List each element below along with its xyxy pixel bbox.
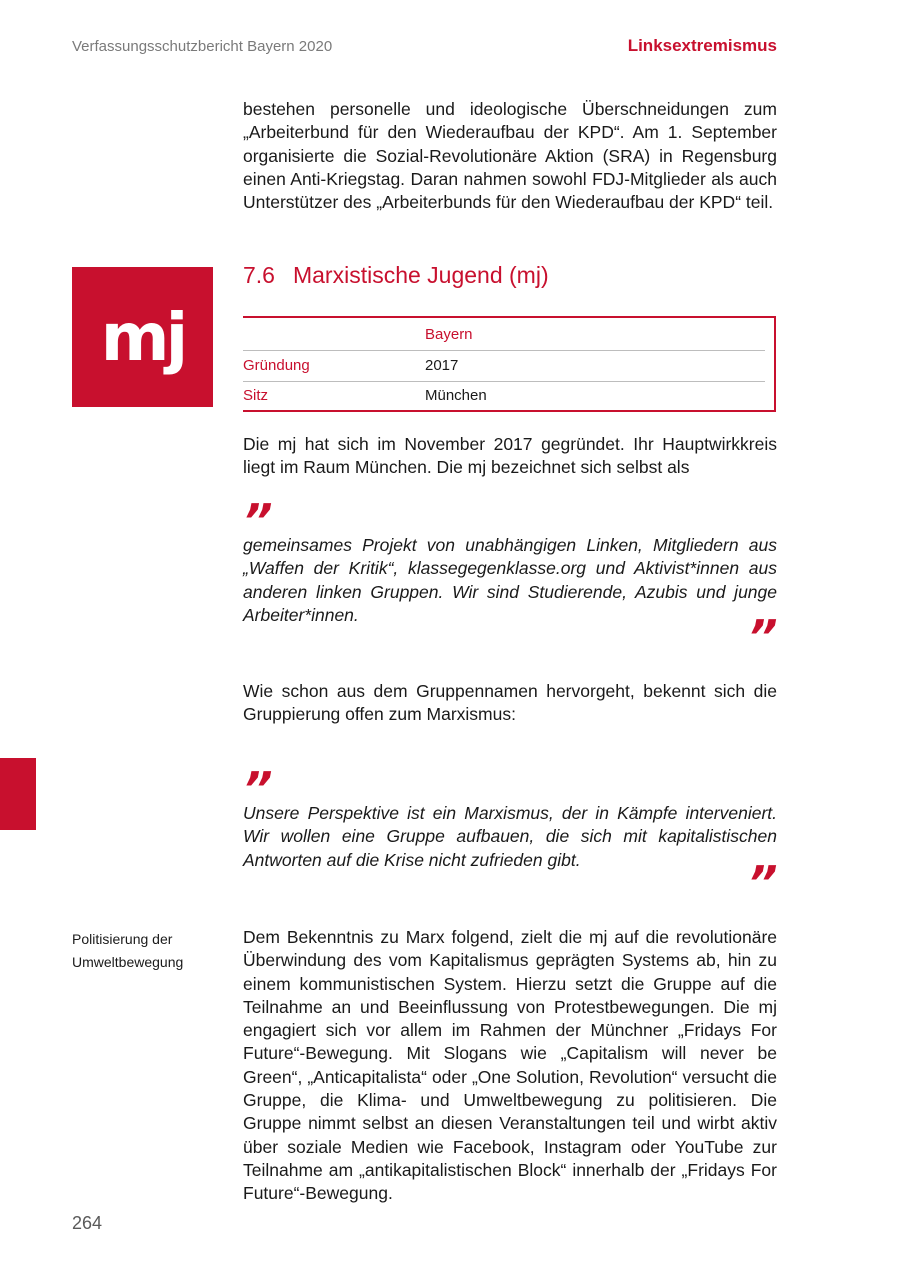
- quote-perspective: Unsere Perspektive ist ein Marxismus, der in Kämpfe interveniert. Wir wollen eine Gruppe aufbauen, die sich mit kapitalistischen Antworten auf die Krise nicht zufrieden gibt.: [243, 803, 777, 870]
- section-heading: [243, 262, 549, 289]
- chapter-thumb-tab: [0, 758, 36, 830]
- fact-box-row-seat: [243, 381, 765, 411]
- section-title: Marxistische Jugend (mj): [292, 262, 549, 288]
- intro-paragraph: bestehen personelle und ideologische Überschneidungen zum „Arbeiterbund für den Wiederaufbau der KPD“. Am 1. September organisierte die Sozial-Revolutionäre Aktion (SRA) in Regensburg einen Anti-Kriegstag. Daran nahmen sowohl FDJ-Mitglieder als auch Unterstützer des „Arbeiterbunds für den Wiederaufbau der KPD“ teil.: [243, 99, 777, 213]
- fact-box-row-founding: [243, 351, 765, 382]
- mj-logo: [72, 267, 213, 407]
- fact-box: [243, 316, 776, 412]
- quote-open-icon: ”: [243, 762, 269, 816]
- quote-self-description: gemeinsames Projekt von unabhängigen Linken, Mitgliedern aus „Waffen der Kritik“, klassegegenklasse.org und Aktivist*innen aus anderen linken Gruppen. Wir sind Studierende, Azubis und junge Arbeiter*innen.: [243, 535, 777, 625]
- fact-box-label: Gründung: [243, 357, 310, 374]
- page-number: 264: [72, 1213, 103, 1233]
- paragraph-marxism: Wie schon aus dem Gruppennamen hervorgeht, bekennt sich die Gruppierung offen zum Marxismus:: [243, 681, 777, 725]
- running-header-section: Linksextremismus: [627, 36, 777, 55]
- fact-box-value: München: [425, 387, 487, 404]
- fact-box-column-header: Bayern: [425, 326, 473, 343]
- fact-box-value: 2017: [425, 357, 459, 374]
- margin-note: Politisierung der Umweltbewegung: [72, 931, 184, 970]
- quote-open-icon: ”: [243, 494, 269, 548]
- quote-close-icon: ”: [748, 610, 774, 664]
- section-number: 7.6: [243, 262, 275, 288]
- fact-box-label: Sitz: [243, 387, 269, 404]
- quote-close-icon: ”: [748, 856, 774, 910]
- paragraph-founding: Die mj hat sich im November 2017 gegründet. Ihr Hauptwirkkreis liegt im Raum München. Die mj bezeichnet sich selbst als: [243, 434, 777, 478]
- running-header-title: Verfassungsschutzbericht Bayern 2020: [72, 38, 333, 55]
- paragraph-politicization: Dem Bekenntnis zu Marx folgend, zielt die mj auf die revolutionäre Überwindung des vom Kapitalismus geprägten Systems ab, hin zu einem kommunistischen System. Hierzu setzt die Gruppe auf die Teilnahme an und Beeinflussung von Protestbewegungen. Die mj engagiert sich vor allem im Rahmen der Münchner „Fridays For Future“-Bewegung. Mit Slogans wie „Capitalism will never be Green“, „Anticapitalista“ oder „One Solution, Revolution“ versucht die Gruppe, die Klima- und Umweltbewegung zu politisieren. Die Gruppe nimmt selbst an diesen Veranstaltungen teil und wirbt aktiv über soziale Medien wie Facebook, Instagram oder YouTube zur Teilnahme am „antikapitalistischen Block“ innerhalb der „Fridays For Future“-Bewegung.: [243, 927, 777, 1204]
- mj-logo-text: mj: [100, 298, 185, 376]
- fact-box-header-row: [243, 320, 765, 351]
